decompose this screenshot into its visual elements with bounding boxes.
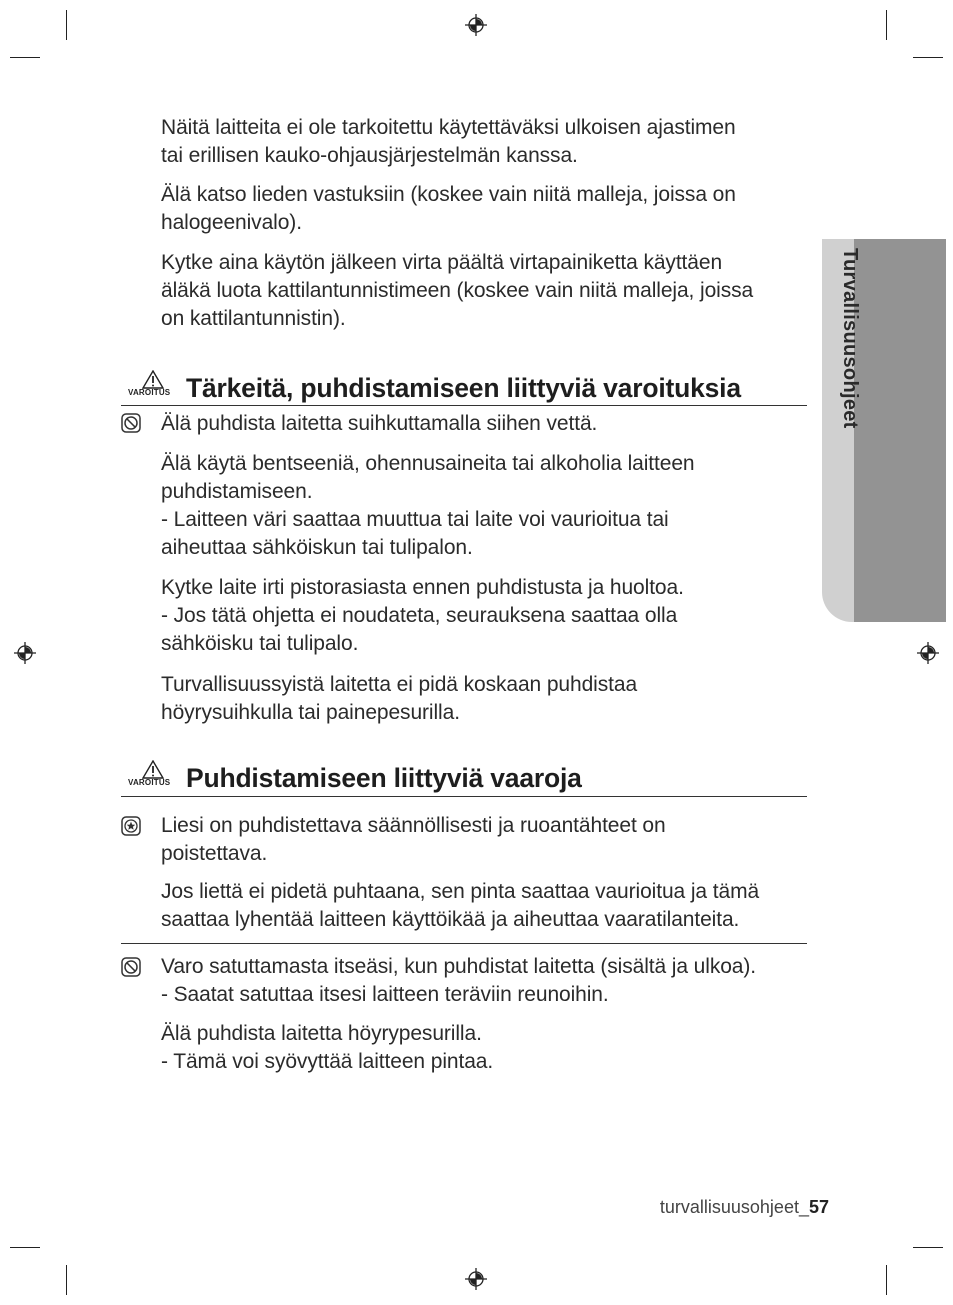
body-line: - Saatat satuttaa itsesi laitteen teräviin reunoihin. bbox=[161, 983, 609, 1006]
crop-mark bbox=[10, 1247, 40, 1248]
crop-mark bbox=[886, 1265, 887, 1295]
body-line: poistettava. bbox=[161, 842, 268, 865]
body-line: Varo satuttamasta itseäsi, kun puhdistat laitetta (sisältä ja ulkoa). bbox=[161, 955, 757, 978]
crop-mark bbox=[10, 57, 40, 58]
chapter-tab-label: Turvallisuusohjeet bbox=[839, 248, 861, 429]
body-line: Älä puhdista laitetta höyrypesurilla. bbox=[161, 1022, 482, 1045]
registration-mark-icon bbox=[465, 14, 487, 36]
warning-badge bbox=[128, 760, 178, 790]
body-line: Kytke laite irti pistorasiasta ennen puhdistusta ja huoltoa. bbox=[161, 576, 684, 599]
intro-line: äläkä luota kattilantunnistimeen (koskee vain niitä malleja, joissa bbox=[161, 279, 754, 302]
body-line: Liesi on puhdistettava säännöllisesti ja ruoantähteet on bbox=[161, 814, 666, 837]
registration-mark-icon bbox=[917, 642, 939, 664]
crop-mark bbox=[66, 10, 67, 40]
crop-mark bbox=[886, 10, 887, 40]
body-line: - Tämä voi syövyttää laitteen pintaa. bbox=[161, 1050, 494, 1073]
body-line: puhdistamiseen. bbox=[161, 480, 313, 503]
crop-mark bbox=[913, 57, 943, 58]
star-icon bbox=[121, 816, 141, 836]
body-line: Jos liettä ei pidetä puhtaana, sen pinta saattaa vaurioitua ja tämä bbox=[161, 880, 760, 903]
warning-triangle-icon bbox=[142, 370, 164, 389]
body-line: - Jos tätä ohjetta ei noudateta, seurauksena saattaa olla bbox=[161, 604, 678, 627]
body-line: Älä käytä bentseeniä, ohennusaineita tai alkoholia laitteen bbox=[161, 452, 695, 475]
intro-line: Älä katso lieden vastuksiin (koskee vain niitä malleja, joissa on bbox=[161, 183, 736, 206]
intro-line: halogeenivalo). bbox=[161, 211, 302, 234]
crop-mark bbox=[913, 1247, 943, 1248]
intro-line: Kytke aina käytön jälkeen virta päältä virtapainiketta käyttäen bbox=[161, 251, 723, 274]
warning-triangle-icon bbox=[142, 760, 164, 779]
body-line: sähköisku tai tulipalo. bbox=[161, 632, 359, 655]
body-line: saattaa lyhentää laitteen käyttöikää ja aiheuttaa vaaratilanteita. bbox=[161, 908, 740, 931]
registration-mark-icon bbox=[465, 1268, 487, 1290]
warning-badge-label: VAROITUS bbox=[128, 388, 171, 397]
body-line: Turvallisuussyistä laitetta ei pidä koskaan puhdistaa bbox=[161, 673, 638, 696]
prohibited-icon bbox=[121, 413, 141, 433]
group-divider bbox=[121, 943, 807, 944]
registration-mark-icon bbox=[14, 642, 36, 664]
footer-chapter: turvallisuusohjeet_ bbox=[659, 1197, 809, 1217]
intro-line: on kattilantunnistin). bbox=[161, 307, 346, 330]
warning-badge-label: VAROITUS bbox=[128, 778, 171, 787]
section-title: Tärkeitä, puhdistamiseen liittyviä varoituksia bbox=[186, 373, 741, 403]
crop-mark bbox=[66, 1265, 67, 1295]
body-line: Älä puhdista laitetta suihkuttamalla siihen vettä. bbox=[161, 412, 598, 435]
intro-line: Näitä laitteita ei ole tarkoitettu käytettäväksi ulkoisen ajastimen bbox=[161, 116, 736, 139]
page-footer bbox=[660, 1197, 829, 1218]
warning-badge bbox=[128, 370, 178, 400]
body-line: höyrysuihkulla tai painepesurilla. bbox=[161, 701, 460, 724]
body-line: - Laitteen väri saattaa muuttua tai laite voi vaurioitua tai bbox=[161, 508, 669, 531]
intro-line: tai erillisen kauko-ohjausjärjestelmän kanssa. bbox=[161, 144, 578, 167]
section-divider bbox=[121, 796, 807, 797]
page-number: 57 bbox=[808, 1197, 829, 1217]
body-line: aiheuttaa sähköiskun tai tulipalon. bbox=[161, 536, 473, 559]
section-divider bbox=[121, 405, 807, 406]
section-title: Puhdistamiseen liittyviä vaaroja bbox=[186, 763, 582, 793]
prohibited-icon bbox=[121, 957, 141, 977]
